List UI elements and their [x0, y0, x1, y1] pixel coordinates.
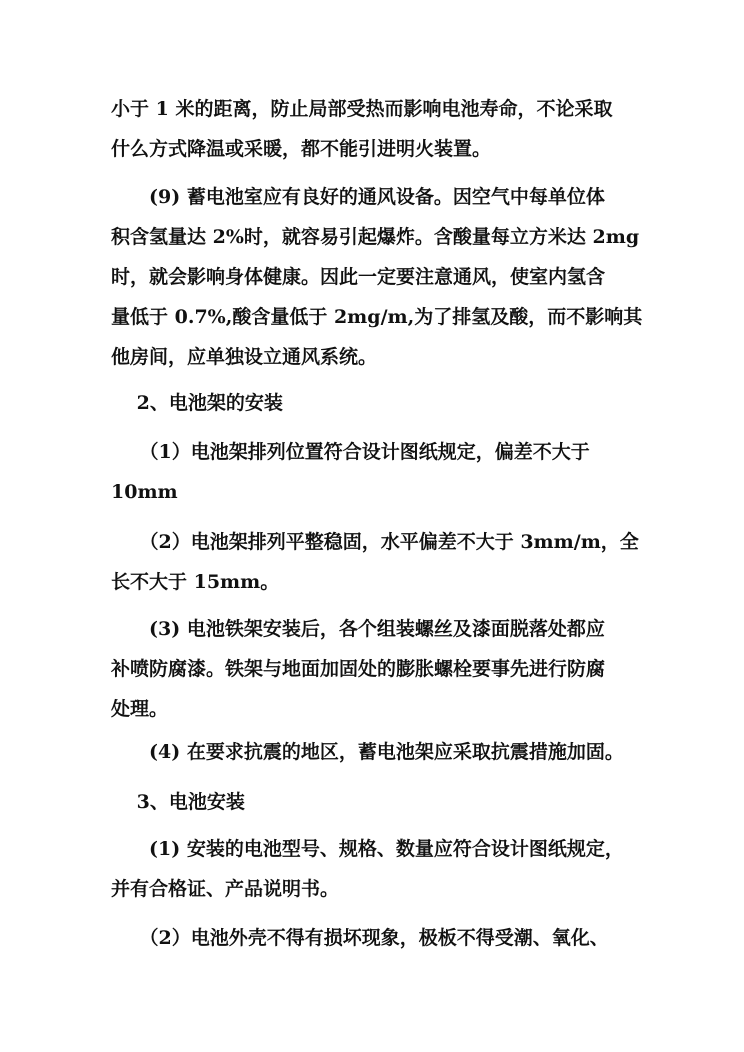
- text-line: 小于 1 米的距离，防止局部受热而影响电池寿命，不论采取: [111, 98, 613, 120]
- section-heading-rack-installation: [111, 383, 637, 423]
- text-line: 什么方式降温或采暖，都不能引进明火装置。: [111, 138, 492, 160]
- text-line: 补喷防腐漆。铁架与地面加固处的膨胀螺栓要事先进行防腐: [111, 658, 606, 680]
- section-heading-battery-installation: [111, 782, 637, 822]
- heading-line: 2、电池架的安装: [111, 392, 283, 414]
- text-line: （2）电池架排列平整稳固，水平偏差不大于 3mm/m，全: [111, 531, 639, 553]
- paragraph-rack-item-1: [111, 432, 637, 512]
- paragraph-item-9-ventilation: [111, 177, 643, 377]
- text-line: 10mm: [111, 481, 178, 503]
- paragraph-rack-item-2: [111, 522, 637, 602]
- text-line: 时，就会影响身体健康。因此一定要注意通风，使室内氢含: [111, 266, 606, 288]
- text-line: (9) 蓄电池室应有良好的通风设备。因空气中每单位体: [111, 186, 605, 208]
- paragraph-rack-item-3: [111, 609, 637, 729]
- heading-line: 3、电池安装: [111, 791, 245, 813]
- text-line: 量低于 0.7%,酸含量低于 2mg/m,为了排氢及酸，而不影响其: [111, 306, 643, 328]
- text-line: (1) 安装的电池型号、规格、数量应符合设计图纸规定，: [111, 838, 624, 860]
- paragraph-ventilation-distance: [111, 89, 637, 169]
- text-line: (4) 在要求抗震的地区，蓄电池架应采取抗震措施加固。: [111, 741, 624, 763]
- paragraph-rack-item-4: [111, 732, 637, 772]
- paragraph-battery-item-1: [111, 829, 637, 909]
- text-line: (3) 电池铁架安装后，各个组装螺丝及漆面脱落处都应: [111, 618, 605, 640]
- text-line: 他房间，应单独设立通风系统。: [111, 346, 378, 368]
- text-line: （1）电池架排列位置符合设计图纸规定，偏差不大于: [111, 441, 590, 463]
- text-line: 积含氢量达 2%时，就容易引起爆炸。含酸量每立方米达 2mg: [111, 226, 640, 248]
- text-line: 长不大于 15mm。: [111, 571, 280, 593]
- text-line: 并有合格证、产品说明书。: [111, 878, 340, 900]
- paragraph-battery-item-2: [111, 918, 637, 958]
- text-line: 处理。: [111, 698, 169, 720]
- text-line: （2）电池外壳不得有损坏现象，极板不得受潮、氧化、: [111, 927, 609, 949]
